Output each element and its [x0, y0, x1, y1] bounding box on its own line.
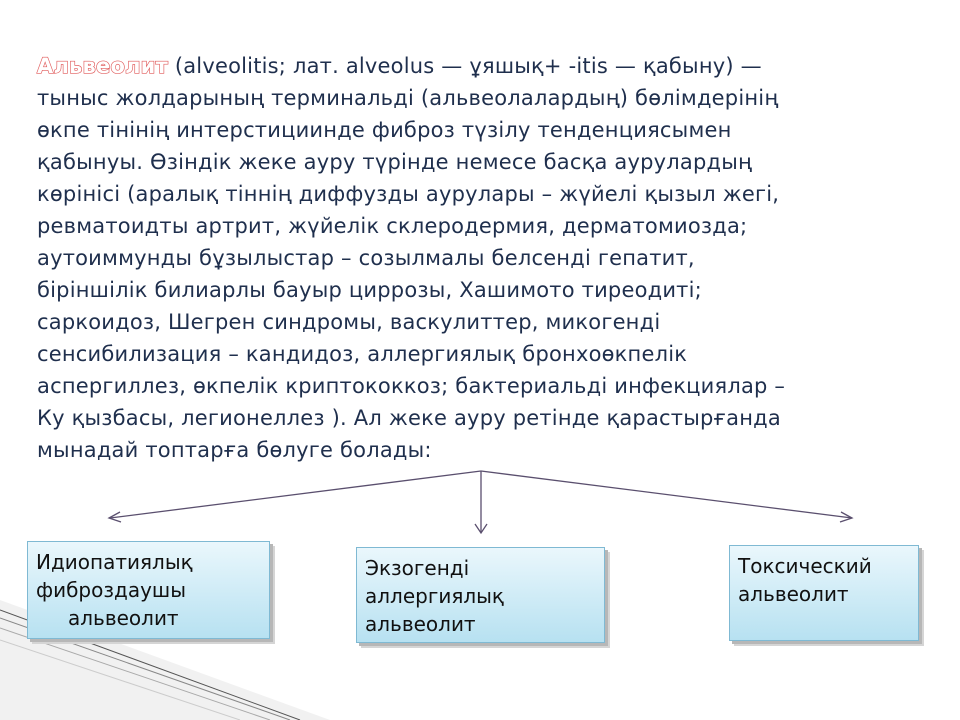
box-line: альвеолит — [738, 582, 849, 606]
paragraph-line: тыныс жолдарының терминальді (альвеолалардың) бөлімдерінің — [37, 86, 779, 110]
paragraph-line: аспергиллез, өкпелік криптококкоз; бактериальді инфекциялар – — [37, 374, 786, 398]
paragraph-line: сенсибилизация – кандидоз, аллергиялық бронхоөкпелік — [37, 342, 688, 366]
paragraph-line: саркоидоз, Шегрен синдромы, васкулиттер, микогенді — [37, 310, 661, 334]
category-box-exogenous — [356, 547, 605, 643]
arrow-right — [481, 471, 852, 518]
box-line: Идиопатиялық — [36, 550, 193, 574]
paragraph-line: көрінісі (аралық тіннің диффузды аурулары – жүйелі қызыл жегі, — [37, 182, 780, 206]
arrow-left — [110, 471, 481, 518]
paragraph-line: Ку қызбасы, легионеллез ). Ал жеке ауру ретінде қарастырғанда — [37, 406, 781, 430]
term-heading: Альвеолит — [37, 54, 168, 78]
box-line: Токсический — [738, 554, 872, 578]
paragraph-line: аутоиммунды бұзылыстар – созылмалы белсенді гепатит, — [37, 246, 695, 270]
box-line: альвеолит — [68, 606, 179, 630]
paragraph-line-text: (alveolitis; лат. alveolus — ұяшық+ -itis — қабыну) — — [167, 54, 762, 78]
paragraph-line: қабынуы. Өзіндік жеке ауру түрінде немесе басқа аурулардың — [37, 150, 753, 174]
box-line: аллергиялық — [365, 584, 505, 608]
box-line: альвеолит — [365, 612, 476, 636]
paragraph-line: ревматоидты артрит, жүйелік склеродермия, дерматомиозда; — [37, 214, 748, 238]
box-line: Экзогенді — [365, 556, 470, 580]
category-box-idiopathic — [27, 541, 270, 639]
paragraph-line: біріншілік билиарлы бауыр циррозы, Хашимото тиреодиті; — [37, 278, 702, 302]
category-box-toxic — [729, 545, 919, 641]
box-line: фиброздаушы — [36, 578, 187, 602]
paragraph-line: өкпе тінінің интерстициинде фиброз түзілу тенденциясымен — [37, 118, 732, 142]
paragraph-line: мынадай топтарға бөлуге болады: — [37, 438, 432, 462]
